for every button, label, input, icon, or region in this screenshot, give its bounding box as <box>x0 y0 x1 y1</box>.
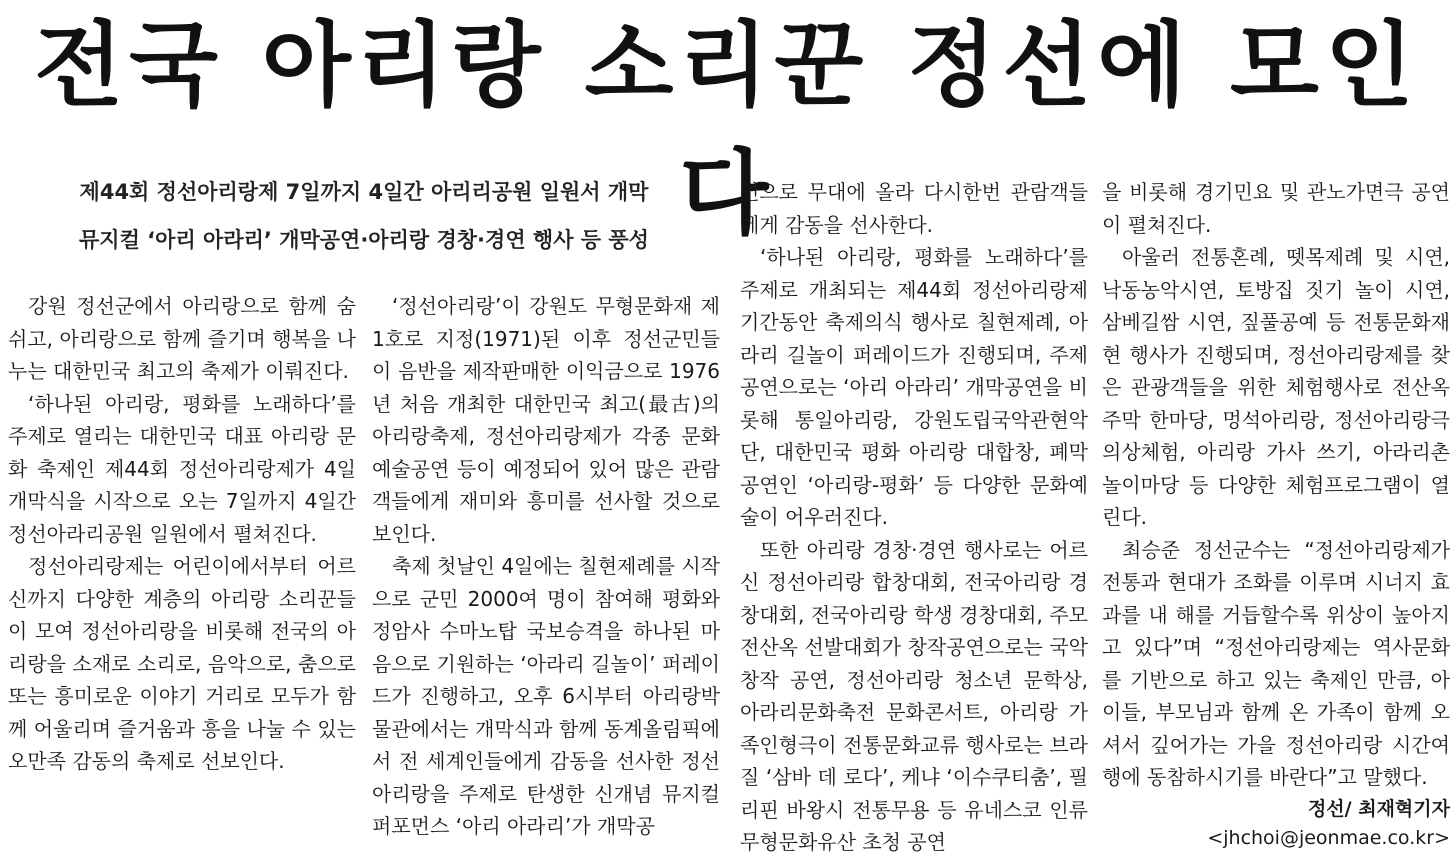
subheadline-block <box>0 168 728 264</box>
subheadline-1: 제44회 정선아리랑제 7일까지 4일간 아리리공원 일원서 개막 <box>79 180 649 204</box>
article-column-2 <box>372 290 720 843</box>
article-paragraph: 을 비롯해 경기민요 및 관노가면극 공연이 펼쳐진다. <box>1102 180 1450 237</box>
article-column-3 <box>740 176 1088 859</box>
reporter-email: <jhchoi@jeonmae.co.kr> <box>1207 826 1450 849</box>
article-paragraph: 아울러 전통혼례, 뗏목제례 및 시연, 낙동농악시연, 토방집 짓기 놀이 시연, 삼베길쌈 시연, 짚풀공예 등 전통문화재현 행사가 진행되며, 정선아리랑제를 찾은 관광객들을 위한 체험행사로 전산옥 주막 한마당, 멍석아리랑, 정선아리랑극 의상체험, 아리랑 가사 쓰기, 아라리촌 놀이마당 등 다양한 체험프로그램이 열린다. <box>1102 245 1450 529</box>
article-paragraph: 축제 첫날인 4일에는 칠현제례를 시작으로 군민 2000여 명이 참여해 평화와 정암사 수마노탑 국보승격을 하나된 마음으로 기원하는 ‘아라리 길놀이’ 퍼레이드가 진행하고, 오후 6시부터 아리랑박물관에서는 개막식과 함께 동계올림픽에서 전 세계인들에게 감동을 선사한 정선아리랑을 주제로 탄생한 신개념 뮤지컬 퍼포먼스 ‘아리 아라리’가 개막공 <box>372 554 720 838</box>
article-paragraph: 최승준 정선군수는 “정선아리랑제가 전통과 현대가 조화를 이루며 시너지 효과를 내 해를 거듭할수록 위상이 높아지고 있다”며 “정선아리랑제는 역사문화를 기반으로 하고 있는 축제인 만큼, 아이들, 부모님과 함께 온 가족이 함께 오셔서 깊어가는 가을 정선아리랑 시간여행에 동참하시기를 바란다”고 말했다. <box>1102 537 1450 789</box>
headline: 전국 아리랑 소리꾼 정선에 모인다 <box>34 12 1420 247</box>
reporter-byline: 정선/ 최재혁기자 <box>1307 797 1450 820</box>
article-paragraph: 강원 정선군에서 아리랑으로 함께 숨 쉬고, 아리랑으로 함께 즐기며 행복을 나누는 대한민국 최고의 축제가 이뤄진다. <box>8 294 356 383</box>
article-paragraph: ‘정선아리랑’이 강원도 무형문화재 제1호로 지정(1971)된 이후 정선군민들이 음반을 제작판매한 이익금으로 1976년 처음 개최한 대한민국 최고(最古)의 아리랑축제, 정선아리랑제가 각종 문화예술공연 등이 예정되어 있어 많은 관람객들에게 재미와 흥미를 선사할 것으로 보인다. <box>372 294 720 546</box>
article-column-4 <box>1102 176 1450 852</box>
article-paragraph: 연으로 무대에 올라 다시한번 관람객들에게 감동을 선사한다. <box>740 180 1088 237</box>
article-paragraph: ‘하나된 아리랑, 평화를 노래하다’를 주제로 열리는 대한민국 대표 아리랑 문화 축제인 제44회 정선아리랑제가 4일 개막식을 시작으로 오는 7일까지 4일간 정선아라리공원 일원에서 펼쳐진다. <box>8 391 356 546</box>
article-paragraph: ‘하나된 아리랑, 평화를 노래하다’를 주제로 개최되는 제44회 정선아리랑제 기간동안 축제의식 행사로 칠현제례, 아라리 길놀이 퍼레이드가 진행되며, 주제공연으로는 ‘아리 아라리’ 개막공연을 비롯해 통일아리랑, 강원도립국악관현악단, 대한민국 평화 아리랑 대합창, 폐막공연인 ‘아리랑-평화’ 등 다양한 문화예술이 어우러진다. <box>740 245 1088 529</box>
subheadline-2: 뮤지컬 ‘아리 아라리’ 개막공연·아리랑 경창·경연 행사 등 풍성 <box>79 228 649 252</box>
article-paragraph: 또한 아리랑 경창·경연 행사로는 어르신 정선아리랑 합창대회, 전국아리랑 경창대회, 전국아리랑 학생 경창대회, 주모 전산옥 선발대회가 창작공연으로는 국악 창작 공연, 정선아리랑 청소년 문학상, 아라리문화축전 문화콘서트, 아리랑 가족인형극이 전통문화교류 행사로는 브라질 ‘삼바 데 로다’, 케냐 ‘이수쿠티춤’, 필리핀 바왕시 전통무용 등 유네스코 인류무형문화유산 초청 공연 <box>740 537 1088 854</box>
article-paragraph: 정선아리랑제는 어린이에서부터 어르신까지 다양한 계층의 아리랑 소리꾼들이 모여 정선아리랑을 비롯해 전국의 아리랑을 소재로 소리로, 음악으로, 춤으로 또는 흥미로운 이야기 거리로 모두가 함께 어울리며 즐거움과 흥을 나눌 수 있는 오만족 감동의 축제로 선보인다. <box>8 554 356 773</box>
article-column-1 <box>8 290 356 778</box>
